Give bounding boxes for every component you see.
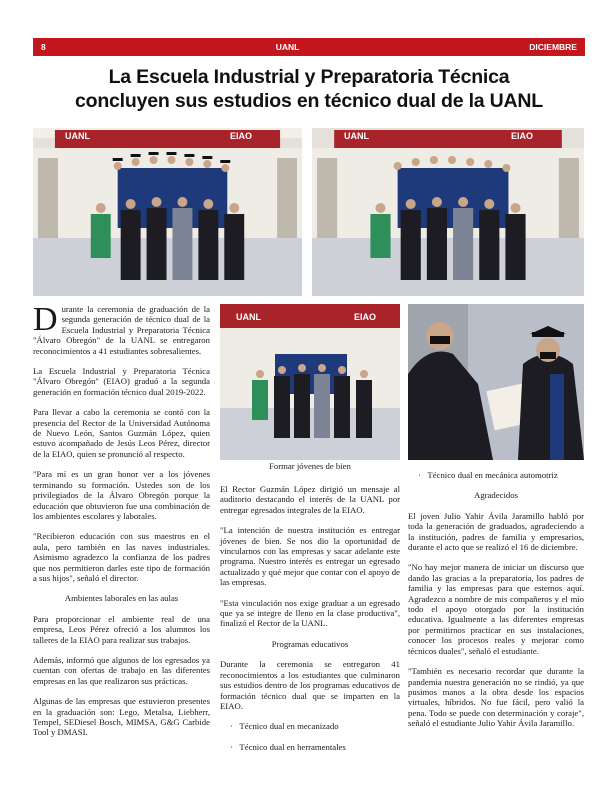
group-photo-right [312, 128, 584, 296]
article-headline [33, 65, 585, 113]
column-1 [33, 301, 210, 748]
paragraph: El joven Julio Yahir Ávila Jaramillo habló por toda la generación de graduados, agradeciendo a la institución, padres de familia y empresarios, durante el acto que se realizó el 16 de diciembre. [408, 510, 584, 553]
paragraph: "También es necesario recordar que durante la pandemia nuestra generación no se rindió, ya que pusimos manos a la obra desde los espacios virtuales, híbridos. No fue fácil, pero valió la pena. Todo se puede con determinación y coraje", señaló el estudiante Julio Yahir Ávila Jaramillo. [408, 666, 584, 729]
paragraph: "No hay mejor manera de iniciar un discurso que dando las gracias a la preparatoria, los padres de familia y las empresas para que estemos aquí. Agradezco a nombre de mis compañeros y el mío todo el apoyo otorgado por la institución educativa. Igualmente a las diferentes empresas por permitirnos practicar en sus instalaciones, conocer los procesos reales y mejorar como técnicos duales", señaló el estudiante. [408, 562, 584, 656]
paragraph [33, 301, 210, 356]
page-number: 8 [41, 42, 46, 52]
column-3 [408, 470, 584, 739]
section-name: UANL [275, 42, 300, 52]
group-photo-left [33, 128, 302, 296]
subheading: Ambientes laborales en las aulas [64, 593, 179, 604]
center-photo-caption: Formar jóvenes de bien [269, 461, 351, 471]
photo-banner-label-center: UANL [236, 312, 261, 322]
list-item-text: Técnico dual en herramentales [239, 741, 346, 752]
paragraph: "Esta vinculación nos exige graduar a un egresado que ya se integre de lleno en la clase productiva", finalizó el Rector de la UANL. [220, 597, 400, 629]
diploma-photo [408, 304, 584, 460]
group-photo-center [220, 304, 400, 460]
list-item: · Técnico dual en herramentales [230, 741, 346, 752]
photo-banner-label-right-2: EIAO [511, 131, 534, 141]
subheading: Agradecidos [474, 490, 518, 501]
paragraph: "La intención de nuestra institución es entregar jóvenes de bien. Se nos dio la oportunidad de vincularnos con las empresas y sacar adelante este programa. Nuestro interés es entregar un egresado actualizado y qué mejor que contar con el apoyo de las empresas. [220, 525, 400, 588]
paragraph: Durante la ceremonia se entregaron 41 reconocimientos a los estudiantes que culminaron sus estudios dentro de los programas educativos de formación técnico dual que se imparten en la EIAO. [220, 659, 400, 711]
paragraph: Para proporcionar el ambiente real de una empresa, Leos Pérez ofreció a los alumnos los talleres de la EIAO para realizar sus trabajos. [33, 613, 210, 645]
list-item: · Técnico dual en mecánica automotriz [418, 470, 558, 480]
photo-banner-label-center-2: EIAO [354, 312, 377, 322]
issue-month: DICIEMBRE [529, 42, 577, 52]
paragraph: "Recibieron educación con sus maestros en el aula, pero también en las naves industriales. Asimismo agradezco la confianza de los padres que nos permitieron darles este tipo de formación a sus hijos", señaló el director. [33, 531, 210, 583]
paragraph: Además, informó que algunos de los egresados ya cuentan con ofertas de trabajo en las diferentes empresas en las que realizaron sus prácticas. [33, 654, 210, 686]
paragraph-text: urante la ceremonia de graduación de la segunda generación de técnico dual de la Escuela Industrial y Preparatoria Técnica "Álvaro Obregón" de la UANL se entregaron reconocimientos a 41 estudiantes sobresalientes. [33, 304, 210, 356]
photo-banner-label-right: UANL [344, 131, 369, 141]
list-item: · Técnico dual en mecanizado [230, 721, 339, 732]
list-item-text: Técnico dual en mecanizado [239, 721, 339, 732]
paragraph: Para llevar a cabo la ceremonia se contó con la presencia del Rector de la Universidad Autónoma de Nuevo León, Santos Guzmán López, quien estuvo acompañado de Jesús Leos Pérez, director de la EIAO, quien se pronunció al respecto. [33, 407, 210, 459]
paragraph: Algunas de las empresas que estuvieron presentes en la graduación son: Lego, Metalsa, Liebherr, Tempel, SEDiesel Bosch, MIMSA, G&G Carbide Tool y DMASI. [33, 696, 210, 738]
column-2 [220, 484, 400, 762]
headline-line-1: La Escuela Industrial y Preparatoria Técnica [108, 66, 510, 88]
paragraph: "Para mí es un gran honor ver a los jóvenes terminando su formación. Ustedes son de los privilegiados de la Álvaro Obregón porque la educación que obtuvieron fue una combinación de los ambientes escolares y laborales. [33, 469, 210, 521]
paragraph: La Escuela Industrial y Preparatoria Técnica "Álvaro Obregón" (EIAO) graduó a la segunda generación en formación técnico dual 2019-2022. [33, 366, 210, 397]
headline-line-2: concluyen sus estudios en técnico dual de la UANL [74, 90, 544, 112]
photo-banner-label-left: UANL [65, 131, 90, 141]
page-header-bar [33, 38, 585, 56]
list-item-text: Técnico dual en mecánica automotriz [427, 470, 558, 480]
paragraph: El Rector Guzmán López dirigió un mensaje al auditorio destacando el interés de la UANL por entregar egresados integrales de la EIAO. [220, 484, 400, 515]
drop-cap: D [33, 301, 58, 338]
photo-banner-label-left-2: EIAO [230, 131, 253, 141]
subheading: Programas educativos [271, 638, 349, 649]
